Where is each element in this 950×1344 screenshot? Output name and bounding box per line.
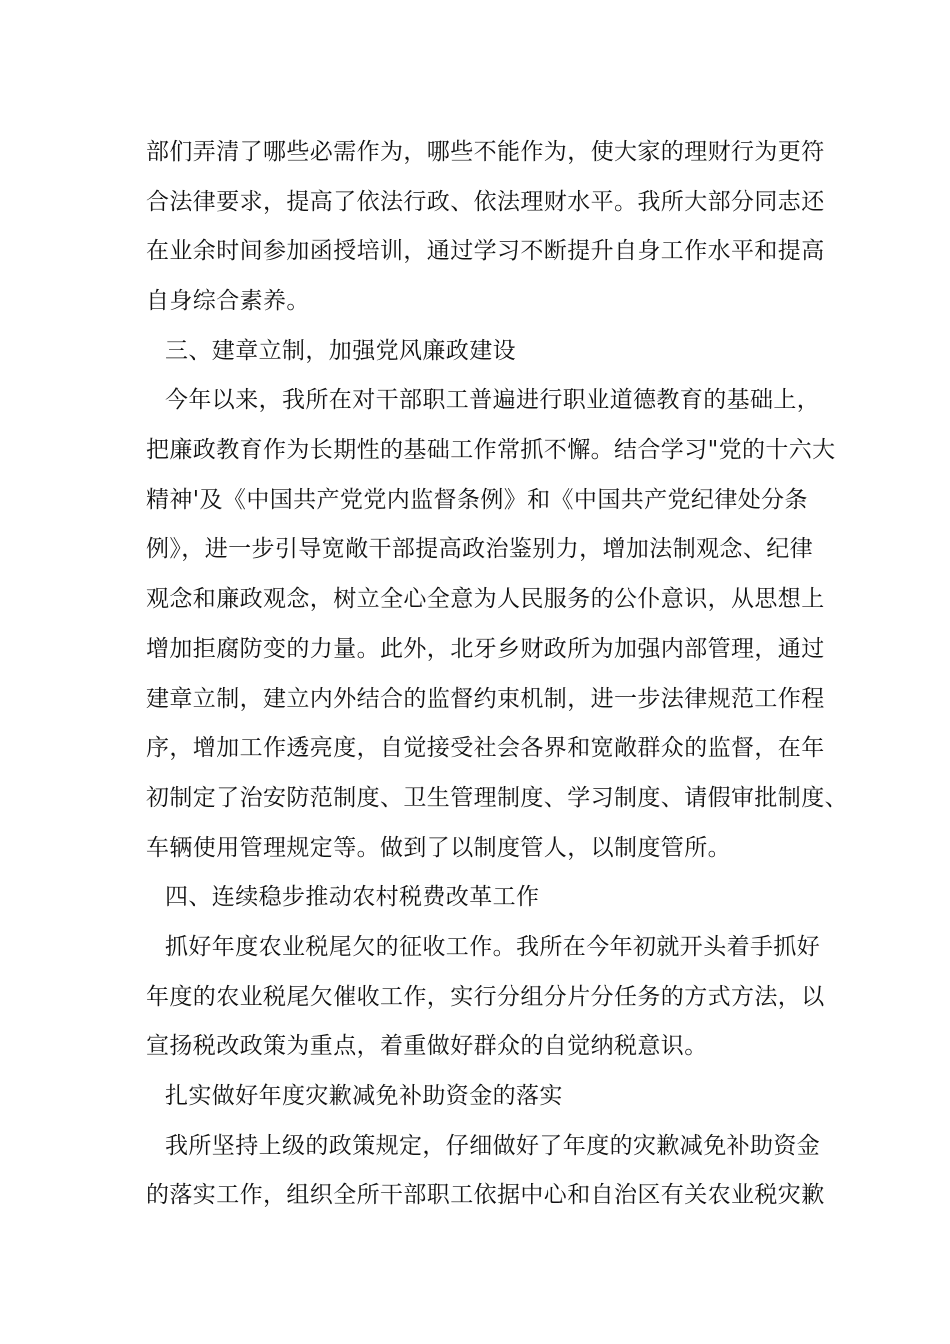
paragraph-line: 年度的农业税尾欠催收工作，实行分组分片分任务的方式方法，以 <box>146 984 825 1010</box>
paragraph-line: 观念和廉政观念，树立全心全意为人民服务的公仆意识，从思想上 <box>146 586 825 612</box>
paragraph-line: 自身综合素养。 <box>146 288 310 314</box>
paragraph-line: 今年以来，我所在对干部职工普遍进行职业道德教育的基础上， <box>165 387 821 413</box>
paragraph-line: 我所坚持上级的政策规定，仔细做好了年度的灾歉减免补助资金 <box>165 1133 821 1159</box>
paragraph-line: 的落实工作，组织全所干部职工依据中心和自治区有关农业税灾歉 <box>146 1182 825 1208</box>
paragraph-line: 精神'及《中国共产党党内监督条例》和《中国共产党纪律处分条 <box>146 487 808 513</box>
paragraph-line: 部们弄清了哪些必需作为，哪些不能作为，使大家的理财行为更符 <box>146 139 825 165</box>
paragraph-line: 序，增加工作透亮度，自觉接受社会各界和宽敞群众的监督，在年 <box>146 735 825 761</box>
paragraph-line: 在业余时间参加函授培训，通过学习不断提升自身工作水平和提高 <box>146 238 825 264</box>
paragraph-line: 车辆使用管理规定等。做到了以制度管人，以制度管所。 <box>146 835 731 861</box>
section-heading: 四、连续稳步推动农村税费改革工作 <box>165 884 540 910</box>
paragraph-line: 初制定了治安防范制度、卫生管理制度、学习制度、请假审批制度、 <box>146 785 848 811</box>
paragraph-line: 例》，进一步引导宽敞干部提高政治鉴别力，增加法制观念、纪律 <box>146 536 814 562</box>
paragraph-line: 宣扬税改政策为重点，着重做好群众的自觉纳税意识。 <box>146 1033 708 1059</box>
section-heading: 三、建章立制，加强党风廉政建设 <box>165 338 516 364</box>
paragraph-line: 抓好年度农业税尾欠的征收工作。我所在今年初就开头着手抓好 <box>165 934 821 960</box>
paragraph-line: 把廉政教育作为长期性的基础工作常抓不懈。结合学习"党的十六大 <box>146 437 836 463</box>
paragraph-line: 合法律要求，提高了依法行政、依法理财水平。我所大部分同志还 <box>146 189 825 215</box>
paragraph-line: 增加拒腐防变的力量。此外，北牙乡财政所为加强内部管理，通过 <box>146 636 825 662</box>
subsection-heading: 扎实做好年度灾歉减免补助资金的落实 <box>165 1083 563 1109</box>
paragraph-line: 建章立制，建立内外结合的监督约束机制，进一步法律规范工作程 <box>146 686 825 712</box>
